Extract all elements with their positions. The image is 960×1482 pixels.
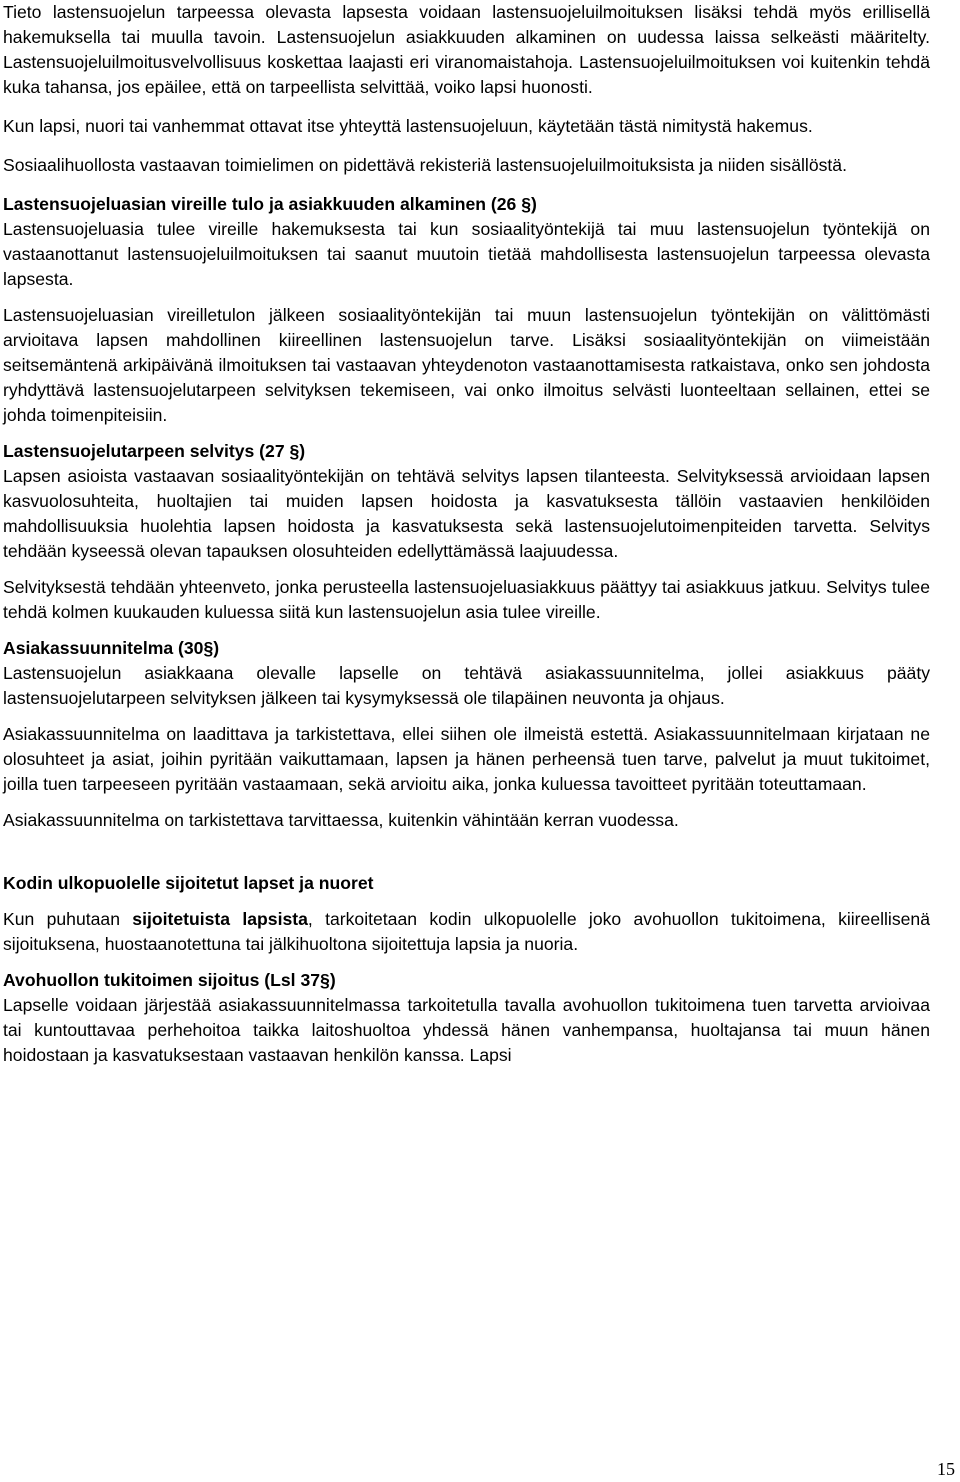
text-run: , tarkoitetaan kodin ulkopuolelle joko avohuollon tukitoimena, kiireellisenä sijoituksena, huostaanotettuna tai jälkihuoltona sijoitettuja lapsia ja nuoria. [3, 909, 930, 954]
heading-avohuollon-sijoitus [3, 968, 930, 993]
close-paren: ) [531, 194, 537, 214]
heading-asiakassuunnitelma [3, 636, 930, 661]
heading-text: Avohuollon tukitoimen sijoitus (Lsl 37 [3, 970, 321, 990]
close-paren: ) [213, 638, 220, 658]
paragraph-rekisteri: Sosiaalihuollosta vastaavan toimielimen on pidettävä rekisteriä lastensuojeluilmoituksista ja niiden sisällöstä. [3, 155, 847, 175]
section-mark: § [320, 970, 330, 990]
heading-sijoitetut: Kodin ulkopuolelle sijoitetut lapset ja nuoret [3, 873, 374, 893]
heading-text: Asiakassuunnitelma (30 [3, 638, 204, 658]
paragraph-avohuollon-sijoitus: Lapselle voidaan järjestää asiakassuunnitelmassa tarkoitetulla tavalla avohuollon tukitoimena tuen tarvetta arvioivaa tai kuntouttavaa perhehoitoa taikka laitoshuoltoa yhdessä hänen vanhempansa, huoltajansa tai muun hänen hoidostaan ja kasvatuksestaan vastaavan henkilön kanssa. Lapsi [3, 995, 930, 1065]
section-mark: § [203, 638, 214, 658]
section-mark: § [521, 194, 532, 214]
paragraph-selvitys: Lapsen asioista vastaavan sosiaalityöntekijän on tehtävä selvitys lapsen tilanteesta. Selvityksessä arvioidaan lapsen kasvuolosuhteita, huoltajien tai muiden lapsen hoidosta ja kasvatuksesta tällöin vastaavien henkilöiden mahdollisuuksia huolehtia lapsen hoidosta ja kasvatuksesta sekä lastensuojelutoimenpiteiden tarvetta. Selvitys tehdään kyseessä olevan tapauksen olosuhteiden edellyttämässä laajuudessa. [3, 466, 930, 561]
heading-text: Lastensuojelutarpeen selvitys (27 [3, 441, 290, 461]
document-page [3, 0, 930, 1068]
heading-text: Lastensuojeluasian vireille tulo ja asiakkuuden alkaminen (26 [3, 194, 522, 214]
paragraph-vireille-tulo: Lastensuojeluasia tulee vireille hakemuksesta tai kun sosiaalityöntekijä tai muu lastensuojelun työntekijä on vastaanottanut lastensuojeluilmoituksen tai saanut muutoin tietää mahdollisesta lastensuojelun tarpeessa olevasta lapsesta. [3, 219, 930, 289]
paragraph-laadinta: Asiakassuunnitelma on laadittava ja tarkistettava, ellei siihen ole ilmeistä estettä. Asiakassuunnitelmaan kirjataan ne olosuhteet ja asiat, joihin pyritään vaikuttamaan, lapsen ja hänen perheensä tuen tarve, palvelut ja muut tukitoimet, joilla tuen tarpeeseen pyritään vastaamaan, sekä arvioitu aika, jonka kuluessa tavoitteet pyritään toteuttamaan. [3, 724, 930, 794]
paragraph-yhteenveto: Selvityksestä tehdään yhteenveto, jonka perusteella lastensuojeluasiakkuus päättyy tai asiakkuus jatkuu. Selvitys tulee tehdä kolmen kuukauden kuluessa siitä kun lastensuojelun asia tulee vireille. [3, 577, 930, 622]
paragraph-sijoitetut [3, 907, 930, 957]
heading-selvitys [3, 439, 930, 464]
page-number: 15 [937, 1459, 955, 1479]
bold-term: sijoitetuista lapsista [132, 909, 308, 929]
paragraph-arviointi: Lastensuojeluasian vireilletulon jälkeen sosiaalityöntekijän tai muun lastensuojelun työntekijän on välittömästi arvioitava lapsen mahdollinen kiireellinen lastensuojelun tarve. Lisäksi sosiaalityöntekijän on viimeistään seitsemäntenä arkipäivänä ilmoituksen tai vastaavan yhteydenoton vastaanottamisesta ratkaistava, onko sen johdosta ryhdyttävä lastensuojelutarpeen selvityksen tekemiseen, vai onko ilmoitus selvästi luonteeltaan sellainen, ettei se johda toimenpiteisiin. [3, 305, 930, 425]
heading-vireille-tulo [3, 192, 930, 217]
paragraph-intro: Tieto lastensuojelun tarpeessa olevasta lapsesta voidaan lastensuojeluilmoituksen lisäksi tehdä myös erillisellä hakemuksella tai muulla tavoin. Lastensuojelun asiakkuuden alkaminen on uudessa laissa selkeästi määritelty. Lastensuojeluilmoitusvelvollisuus koskettaa laajasti eri viranomaistahoja. Lastensuojeluilmoituksen voi kuitenkin tehdä kuka tahansa, jos epäilee, että on tarpeellista selvittää, voiko lapsi huonosti. [3, 2, 930, 97]
section-mark: § [289, 441, 300, 461]
paragraph-tarkistus: Asiakassuunnitelma on tarkistettava tarvittaessa, kuitenkin vähintään kerran vuodessa. [3, 810, 679, 830]
text-run: Kun puhutaan [3, 909, 133, 929]
paragraph-asiakassuunnitelma: Lastensuojelun asiakkaana olevalle lapselle on tehtävä asiakassuunnitelma, jollei asiakkuus pääty lastensuojelutarpeen selvityksen jälkeen tai kysymyksessä ole tilapäinen neuvonta ja ohjaus. [3, 663, 930, 708]
close-paren: ) [299, 441, 306, 461]
close-paren: ) [329, 970, 336, 990]
paragraph-hakemus: Kun lapsi, nuori tai vanhemmat ottavat itse yhteyttä lastensuojeluun, käytetään tästä nimitystä hakemus. [3, 116, 813, 136]
